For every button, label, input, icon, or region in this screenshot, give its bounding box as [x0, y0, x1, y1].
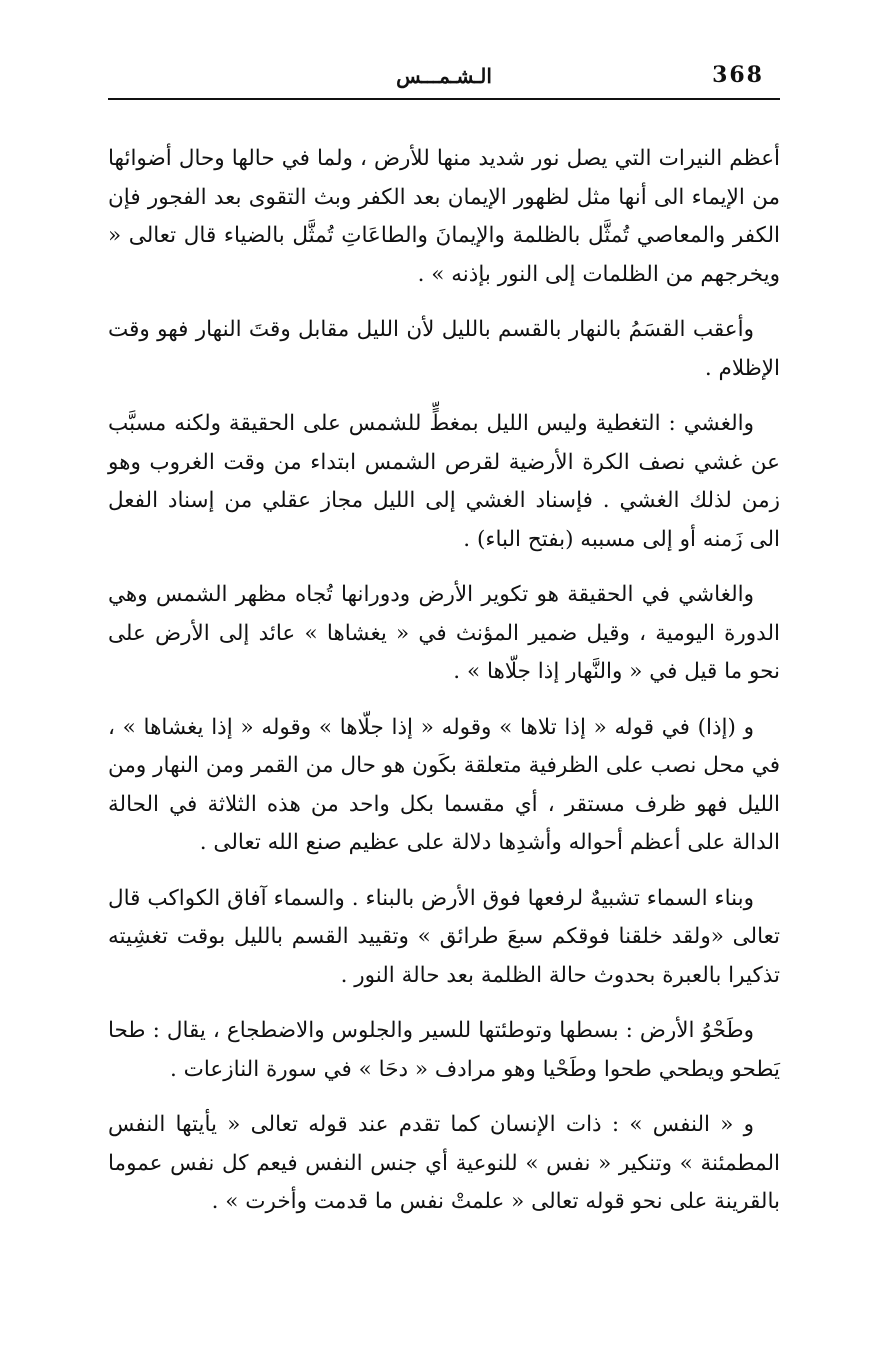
paragraph-7: وطَحْوُ الأرض : بسطها وتوطئتها للسير والجلوس والاضطجاع ، يقال : طحا يَطحو ويطحي طحوا وطَحْيا وهو مرادف « دحَا » في سورة النازعات .	[108, 1018, 780, 1082]
paragraph-4: والغاشي في الحقيقة هو تكوير الأرض ودورانها تُجاه مظهر الشمس وهي الدورة اليومية ، وقيل ضمير المؤنث في « يغشاها » عائد إلى الأرض على نحو ما قيل في « والنَّهار إذا جلّاها » .	[108, 582, 780, 684]
paragraph-3: والغشي : التغطية وليس الليل بمغطٍّ للشمس على الحقيقة ولكنه مسبَّب عن غشي نصف الكرة الأرضية لقرص الشمس ابتداء من وقت الغروب وهو زمن لذلك الغشي . فإسناد الغشي إلى الليل مجاز عقلي من إسناد الفعل الى زَمنه أو إلى مسببه (بفتح الباء) .	[108, 411, 780, 552]
page-body	[108, 140, 780, 1239]
page-number: 368	[712, 62, 764, 88]
paragraph-5: و (إذا) في قوله « إذا تلاها » وقوله « إذا جلّاها » وقوله « إذا يغشاها » ، في محل نصب على الظرفية متعلقة بكَون هو حال من القمر ومن النهار ومن الليل فهو ظرف مستقر ، أي مقسما بكل واحد من هذه الثلاثة في الحالة الدالة على أعظم أحواله وأشدِها دلالة على عظيم صنع الله تعالى .	[108, 714, 780, 855]
paragraph-8: و « النفس » : ذات الإنسان كما تقدم عند قوله تعالى « يأيتها النفس المطمئنة » وتنكير « نفس » للنوعية أي جنس النفس فيعم كل نفس عموما بالقرينة على نحو قوله تعالى « علمتْ نفس ما قدمت وأخرت » .	[108, 1112, 780, 1214]
page-header	[108, 60, 780, 100]
running-title: الـشـمـــس	[396, 64, 492, 88]
header-rule	[108, 98, 780, 100]
paragraph-1: أعظم النيرات التي يصل نور شديد منها للأرض ، ولما في حالها وحال أضوائها من الإيماء الى أنها مثل لظهور الإيمان بعد الكفر وبث التقوى بعد الفجور فإن الكفر والمعاصي تُمثَّل بالظلمة والإيمانَ والطاعَاتِ تُمثَّل بالضياء قال تعالى « ويخرجهم من الظلمات إلى النور بإذنه » .	[108, 146, 780, 287]
paragraph-2: وأعقب القسَمُ بالنهار بالقسم بالليل لأن الليل مقابل وقتَ النهار فهو وقت الإظلام .	[108, 317, 780, 381]
paragraph-6: وبناء السماء تشبيهٌ لرفعها فوق الأرض بالبناء . والسماء آفاق الكواكب قال تعالى «ولقد خلقنا فوقكم سبعَ طرائق » وتقييد القسم بالليل بوقت تغشِيته تذكيرا بالعبرة بحدوث حالة الظلمة بعد حالة النور .	[108, 885, 780, 988]
